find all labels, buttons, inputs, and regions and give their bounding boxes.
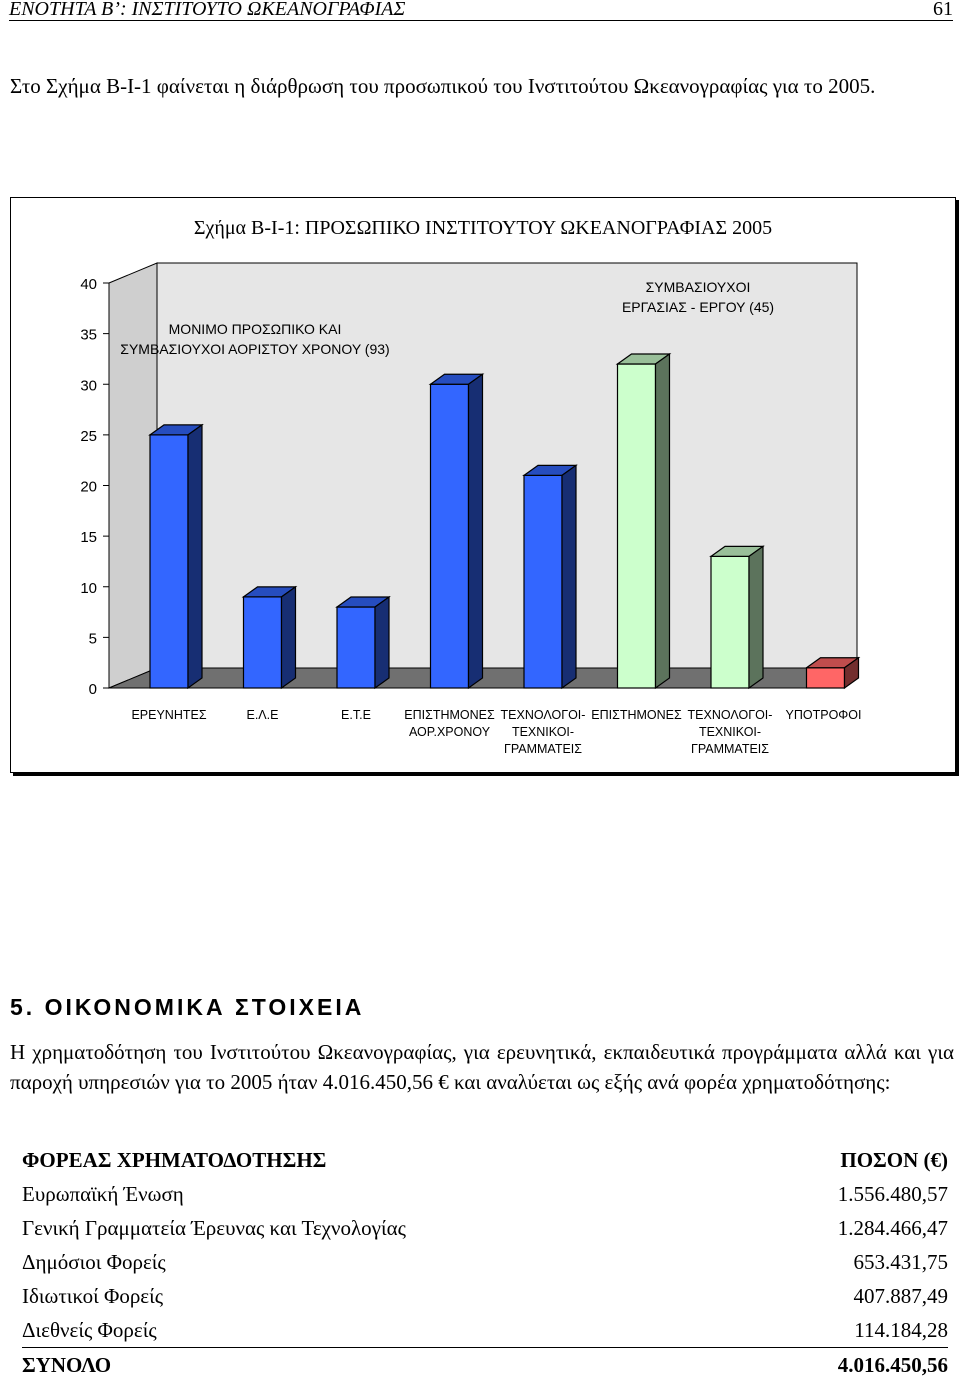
- bar-front: [807, 668, 845, 688]
- funder-amount: 1.556.480,57: [741, 1177, 948, 1211]
- x-tick-label: ΥΠΟΤΡΟΦΟΙ: [786, 708, 862, 722]
- table-row: [22, 1177, 948, 1211]
- table-header-row: [22, 1143, 948, 1177]
- x-tick-label: ΓΡΑΜΜΑΤΕΙΣ: [504, 742, 582, 756]
- x-tick-label: ΕΡΕΥΝΗΤΕΣ: [131, 708, 206, 722]
- x-tick-label: Ε.Λ.Ε: [247, 708, 279, 722]
- page-header: [9, 0, 953, 21]
- x-tick-label: ΓΡΑΜΜΑΤΕΙΣ: [691, 742, 769, 756]
- funder-name: Ιδιωτικοί Φορείς: [22, 1279, 741, 1313]
- x-tick-label: ΤΕΧΝΙΚΟΙ-: [512, 725, 574, 739]
- x-tick-label: ΑΟΡ.ΧΡΟΝΟΥ: [409, 725, 491, 739]
- y-tick-label: 40: [80, 276, 97, 293]
- total-amount: 4.016.450,56: [741, 1348, 948, 1382]
- bar-3: [337, 597, 389, 688]
- bar-side: [469, 374, 483, 688]
- y-tick-label: 20: [80, 479, 97, 496]
- bar-2: [244, 587, 296, 688]
- bar-front: [711, 556, 749, 688]
- x-tick-label: ΤΕΧΝΙΚΟΙ-: [699, 725, 761, 739]
- y-tick-label: 35: [80, 327, 97, 344]
- table-row: [22, 1245, 948, 1279]
- funder-name: Διεθνείς Φορείς: [22, 1313, 741, 1348]
- funder-amount: 1.284.466,47: [741, 1211, 948, 1245]
- x-tick-label: ΕΠΙΣΤΗΜΟΝΕΣ: [591, 708, 682, 722]
- staff-chart-figure: [10, 197, 956, 773]
- y-tick-label: 10: [80, 580, 97, 597]
- bar-8: [807, 658, 859, 688]
- bar-5: [524, 465, 576, 688]
- bar-4: [431, 374, 483, 688]
- funder-name: Γενική Γραμματεία Έρευνας και Τεχνολογίας: [22, 1211, 741, 1245]
- annotation-contract-staff: ΣΥΜΒΑΣΙΟΥΧΟΙ: [646, 279, 751, 295]
- annotation-permanent-staff: ΣΥΜΒΑΣΙΟΥΧΟΙ ΑΟΡΙΣΤΟΥ ΧΡΟΝΟΥ (93): [120, 341, 389, 357]
- bar-front: [431, 384, 469, 688]
- bar-7: [711, 546, 763, 688]
- bar-side: [656, 354, 670, 688]
- funder-name: Δημόσιοι Φορείς: [22, 1245, 741, 1279]
- total-label: ΣΥΝΟΛΟ: [22, 1348, 741, 1382]
- y-tick-label: 30: [80, 377, 97, 394]
- table-row: [22, 1211, 948, 1245]
- funder-amount: 653.431,75: [741, 1245, 948, 1279]
- funder-amount: 114.184,28: [741, 1313, 948, 1348]
- bar-front: [150, 435, 188, 688]
- staff-bar-chart: [11, 198, 955, 772]
- x-tick-label: Ε.Τ.Ε: [341, 708, 371, 722]
- bar-6: [618, 354, 670, 688]
- annotation-contract-staff: ΕΡΓΑΣΙΑΣ - ΕΡΓΟΥ (45): [622, 299, 774, 315]
- bar-side: [562, 465, 576, 688]
- section-heading: 5. ΟΙΚΟΝΟΜΙΚΑ ΣΤΟΙΧΕΙΑ: [10, 994, 364, 1021]
- bar-1: [150, 425, 202, 688]
- x-tick-label: ΤΕΧΝΟΛΟΓΟΙ-: [688, 708, 773, 722]
- annotation-permanent-staff: ΜΟΝΙΜΟ ΠΡΟΣΩΠΙΚΟ ΚΑΙ: [169, 321, 342, 337]
- y-tick-label: 15: [80, 529, 97, 546]
- funder-amount: 407.887,49: [741, 1279, 948, 1313]
- table-total-row: [22, 1348, 948, 1382]
- y-tick-label: 25: [80, 428, 97, 445]
- bar-front: [244, 597, 282, 688]
- bar-front: [618, 364, 656, 688]
- funder-name: Ευρωπαϊκή Ένωση: [22, 1177, 741, 1211]
- x-tick-label: ΤΕΧΝΟΛΟΓΟΙ-: [501, 708, 586, 722]
- funding-table: [22, 1143, 948, 1382]
- y-tick-label: 5: [89, 630, 97, 647]
- bar-side: [282, 587, 296, 688]
- intro-paragraph: Στο Σχήμα Β-Ι-1 φαίνεται η διάρθρωση του προσωπικού του Ινστιτούτου Ωκεανογραφίας για το 2005.: [10, 72, 954, 101]
- bar-front: [337, 607, 375, 688]
- bar-side: [375, 597, 389, 688]
- table-row: [22, 1313, 948, 1348]
- bar-front: [524, 475, 562, 688]
- funding-paragraph: Η χρηματοδότηση του Ινστιτούτου Ωκεανογραφίας, για ερευνητικά, εκπαιδευτικά προγράμματα αλλά και για παροχή υπηρεσιών για το 2005 ήταν 4.016.450,56 € και αναλύεται ως εξής ανά φορέα χρηματοδότησης:: [10, 1037, 954, 1097]
- x-tick-label: ΕΠΙΣΤΗΜΟΝΕΣ: [404, 708, 495, 722]
- page-number: 61: [933, 0, 953, 18]
- header-funder: ΦΟΡΕΑΣ ΧΡΗΜΑΤΟΔΟΤΗΣΗΣ: [22, 1143, 741, 1177]
- y-tick-label: 0: [89, 681, 97, 698]
- header-amount: ΠΟΣΟΝ (€): [741, 1143, 948, 1177]
- bar-side: [188, 425, 202, 688]
- header-title: ΕΝΟΤΗΤΑ Β’: ΙΝΣΤΙΤΟΥΤΟ ΩΚΕΑΝΟΓΡΑΦΙΑΣ: [9, 0, 405, 20]
- chart-title: Σχήμα Β-Ι-1: ΠΡΟΣΩΠΙΚΟ ΙΝΣΤΙΤΟΥΤΟΥ ΩΚΕΑΝΟΓΡΑΦΙΑΣ 2005: [11, 217, 955, 240]
- bar-side: [749, 546, 763, 688]
- table-row: [22, 1279, 948, 1313]
